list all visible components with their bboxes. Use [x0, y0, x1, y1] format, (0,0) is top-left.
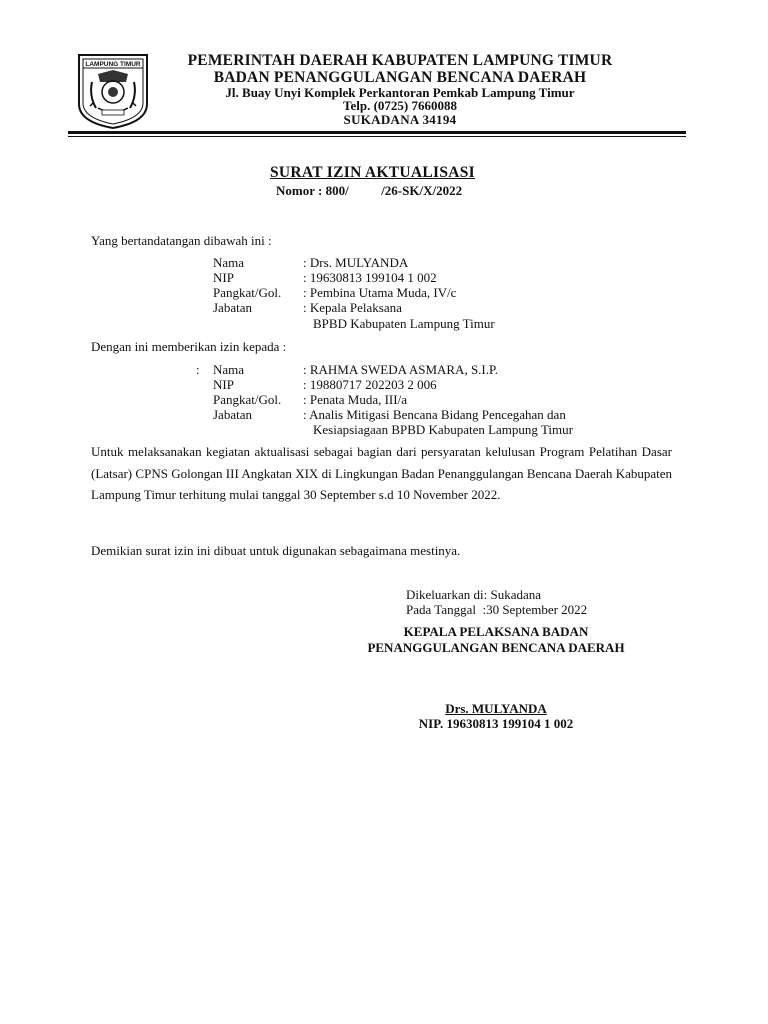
signer-value-nip: : 19630813 199104 1 002	[303, 270, 437, 285]
recipient-label-nip: NIP	[213, 377, 234, 392]
signer-value-pangkat: : Pembina Utama Muda, IV/c	[303, 285, 457, 300]
issued-place: Dikeluarkan di: Sukadana	[406, 587, 542, 602]
signature-nip: NIP. 19630813 199104 1 002	[418, 716, 574, 731]
recipient-value-pangkat: : Penata Muda, III/a	[303, 392, 407, 407]
recipient-value-nip: : 19880717 202203 2 006	[303, 377, 437, 392]
recipient-value-jabatan-cont: Kesiapsiagaan BPBD Kabupaten Lampung Timur	[313, 422, 573, 437]
signer-label-pangkat: Pangkat/Gol.	[213, 285, 282, 300]
signer-value-jabatan-cont: BPBD Kabupaten Lampung Timur	[313, 316, 495, 331]
permission-intro: Dengan ini memberikan izin kepada :	[91, 339, 287, 354]
signer-label-nama: Nama	[213, 255, 245, 270]
lampung-timur-emblem	[76, 52, 150, 130]
letterhead-divider-thin	[68, 136, 686, 137]
signature-name: Drs. MULYANDA	[445, 701, 547, 716]
signer-value-jabatan: : Kepala Pelaksana	[303, 300, 402, 315]
recipient-lead-colon: :	[196, 362, 200, 377]
agency-city: SUKADANA 34194	[343, 112, 457, 127]
letterhead-divider-thick	[68, 131, 686, 134]
issued-date: Pada Tanggal :30 September 2022	[406, 602, 588, 617]
document-number: Nomor : 800/ /26-SK/X/2022	[276, 183, 463, 198]
recipient-label-pangkat: Pangkat/Gol.	[213, 392, 282, 407]
recipient-label-nama: Nama	[213, 362, 245, 377]
signature-position-line1: KEPALA PELAKSANA BADAN	[403, 624, 589, 639]
purpose-paragraph: Untuk melaksanakan kegiatan aktualisasi sebagai bagian dari persyaratan kelulusan Program Pelatihan Dasar (Latsar) CPNS Golongan III Angkatan XIX di Lingkungan Badan Penanggulangan Bencana Daerah Kabupaten Lampung Timur terhitung mulai tanggal 30 September s.d 10 November 2022.	[91, 444, 672, 503]
recipient-value-jabatan: : Analis Mitigasi Bencana Bidang Pencegahan dan	[303, 407, 566, 422]
recipient-value-nama: : RAHMA SWEDA ASMARA, S.I.P.	[303, 362, 499, 377]
intro-text: Yang bertandatangan dibawah ini :	[91, 233, 272, 248]
signer-label-jabatan: Jabatan	[213, 300, 252, 315]
signer-label-nip: NIP	[213, 270, 234, 285]
closing-text: Demikian surat izin ini dibuat untuk digunakan sebagaimana mestinya.	[91, 543, 461, 558]
agency-address: Jl. Buay Unyi Komplek Perkantoran Pemkab Lampung Timur	[225, 85, 575, 100]
signer-value-nama: : Drs. MULYANDA	[303, 255, 409, 270]
government-name: PEMERINTAH DAERAH KABUPATEN LAMPUNG TIMUR	[187, 52, 613, 69]
recipient-label-jabatan: Jabatan	[213, 407, 252, 422]
document-title: SURAT IZIN AKTUALISASI	[270, 164, 476, 181]
agency-phone: Telp. (0725) 7660088	[343, 98, 457, 113]
signature-position-line2: PENANGGULANGAN BENCANA DAERAH	[367, 640, 625, 655]
agency-name: BADAN PENANGGULANGAN BENCANA DAERAH	[213, 69, 587, 86]
svg-text:LAMPUNG TIMUR: LAMPUNG TIMUR	[85, 61, 141, 68]
